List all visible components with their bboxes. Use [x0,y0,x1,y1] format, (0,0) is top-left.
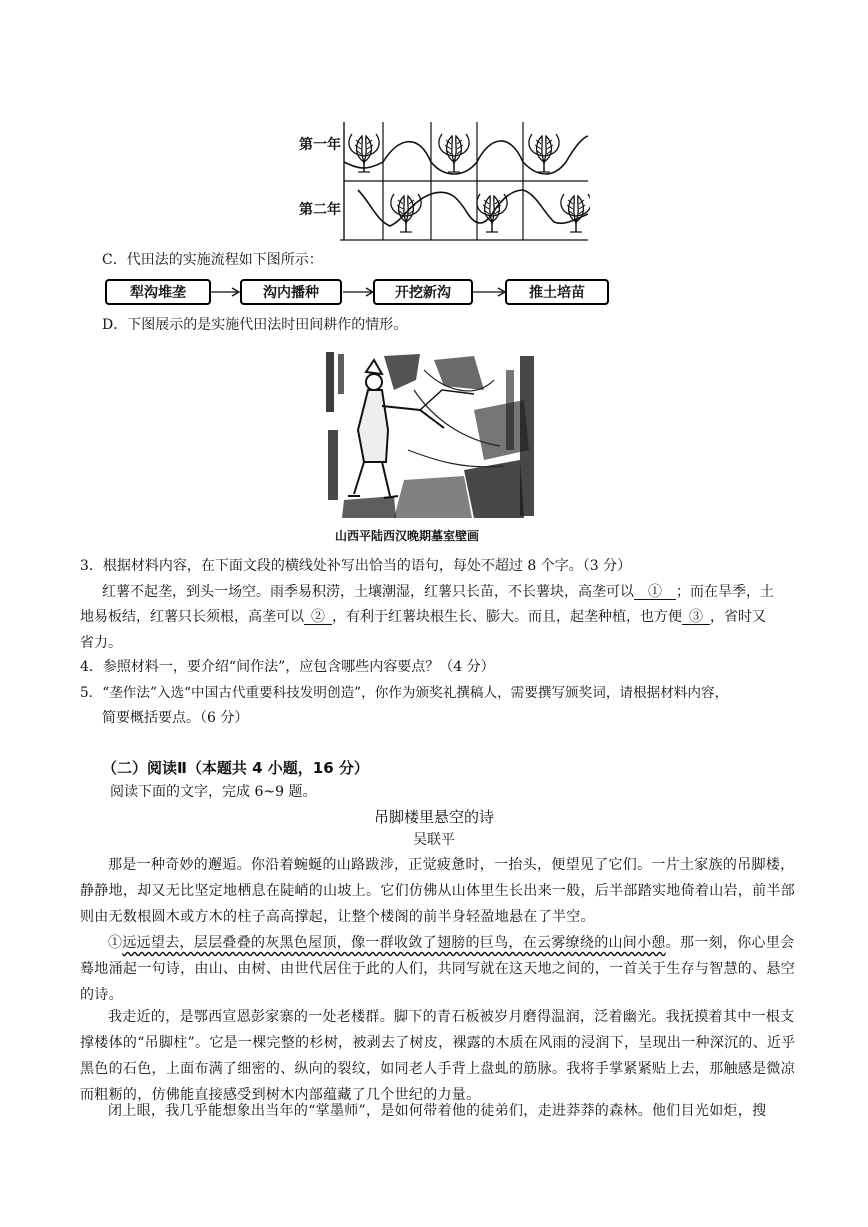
q5-line1: 5．“垄作法”入选“中国古代重要科技发明创造”，你作为颁奖礼撰稿人，需要撰写颁奖词，请根据材料内容， [80,685,729,701]
para-2-underlined-sentence: 远远望去，层层叠叠的灰黑色屋顶，像一群收敛了翅膀的巨鸟，在云雾缭绕的山间小憩 [122,935,666,951]
para-2-marker: ① [108,935,123,951]
option-d-text: D．下图展示的是实施代田法时田间耕作的情形。 [102,317,408,333]
flow-step-3: 开挖新沟 [373,279,473,305]
q5-line2: 简要概括要点。（6 分） [102,710,249,726]
arrow-icon [473,288,505,296]
flow-step-1: 犁沟堆垄 [105,279,211,305]
arrow-icon [343,288,373,296]
article-title: 吊脚楼里悬空的诗 [373,808,494,826]
section-2-title: （二）阅读Ⅱ（本题共 4 小题，16 分） [102,759,369,777]
blank-2: ② [311,609,325,625]
mural-caption: 山西平陆西汉晚期墓室壁画 [335,529,480,543]
article-author: 吴联平 [413,832,455,848]
article-para-2: ①远远望去，层层叠叠的灰黑色屋顶，像一群收敛了翅膀的巨鸟，在云雾缭绕的山间小憩。那一刻，你心里会蓦地涌起一句诗，由山、由树、由世代居住于此的人们，共同写就在这天地之间的，一首关于生存与智慧的、悬空的诗。 [80,935,795,1003]
article-para-3: 我走近的，是鄂西宣恩彭家寨的一处老楼群。脚下的青石板被岁月磨得温润，泛着幽光。我抚摸着其中一根支撑楼体的“吊脚柱”。它是一棵完整的杉树，被剥去了树皮，裸露的木质在风雨的浸润下，呈现出一种深沉的、近乎黑色的石色，上面布满了细密的、纵向的裂纹，如同老人手背上盘虬的筋脉。我将手掌紧紧贴上去，那触感是微凉而粗粝的，仿佛能直接感受到树木内部蕴藏了几个世纪的力量。 [80,1009,796,1103]
year2-label: 第二年 [299,202,341,218]
flow-arrows [205,280,515,304]
arrow-icon [211,288,239,296]
q3-para-line2: 地易板结，红薯只长须根，高垄可以 ② ，有利于红薯块根生长、膨大。而且，起垄种植，也方便 ③ ，省时又 [80,609,766,625]
blank-3: ③ [689,609,703,625]
article-para-1: 那是一种奇妙的邂逅。你沿着蜿蜒的山路跋涉，正觉疲惫时，一抬头，便望见了它们。一片土家族的吊脚楼，静静地，却又无比坚定地栖息在陡峭的山坡上。它们仿佛从山体里生长出来一般，后半部踏实地倚着山岩，前半部则由无数根圆木或方木的柱子高高撑起，让整个楼阁的前半身轻盈地悬在了半空。 [80,857,795,925]
article-para-4: 闭上眼，我几乎能想象出当年的“掌墨师”，是如何带着他的徒弟们，走进莽莽的森林。他们目光如炬，搜 [108,1103,767,1119]
q3-para-line1: 红薯不起垄，到头一场空。雨季易积涝，土壤潮湿，红薯只长苗，不长薯块，高垄可以 ① ；而在旱季，土 [102,584,774,600]
option-c-text: C．代田法的实施流程如下图所示： [102,252,323,268]
flow-step-2: 沟内播种 [240,279,342,305]
q4-text: 4．参照材料一，要介绍“间作法”，应包含哪些内容要点？（4 分） [80,659,495,675]
ridge-furrow-diagram [340,118,590,244]
q3-stem: 3．根据材料内容，在下面文段的横线处补写出恰当的语句，每处不超过 8 个字。（3 分） [80,558,632,574]
flow-step-4: 推土培苗 [505,279,609,305]
year1-label: 第一年 [299,137,341,153]
section-2-instruction: 阅读下面的文字，完成 6~9 题。 [110,784,317,800]
q3-para-line3: 省力。 [80,635,122,651]
blank-1: ① [648,584,662,600]
tomb-mural-image [324,350,538,524]
